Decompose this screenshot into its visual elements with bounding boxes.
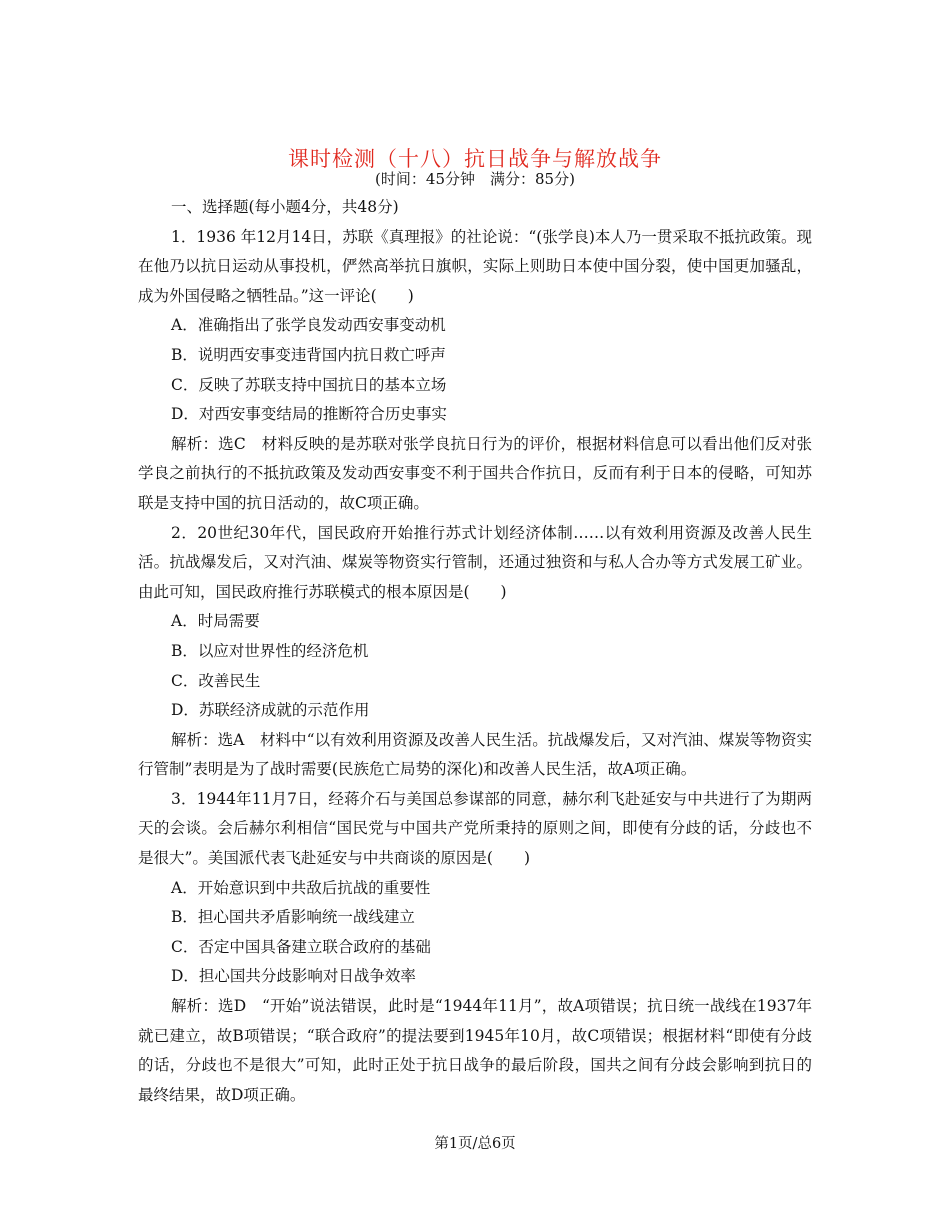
option-d: D．担心国共分歧影响对日战争效率 xyxy=(171,967,416,986)
document-body xyxy=(138,193,812,1110)
option-c: C．改善民生 xyxy=(171,671,261,690)
question-analysis: 解析：选C 材料反映的是苏联对张学良抗日行为的评价，根据材料信息可以看出他们反对张学良之前执行的不抵抗政策及发动西安事变不利于国共合作抗日，反而有利于日本的侵略，可知苏联是支持中国的抗日活动的，故C项正确。 xyxy=(138,434,812,512)
option-b: B．以应对世界性的经济危机 xyxy=(171,641,369,660)
question-stem: 3．1944年11月7日，经蒋介石与美国总参谋部的同意，赫尔利飞赴延安与中共进行了为期两天的会谈。会后赫尔利相信“国民党与中国共产党所秉持的原则之间，即使有分歧的话，分歧也不是很大”。美国派代表飞赴延安与中共商谈的原因是( ) xyxy=(138,789,812,868)
option-d: D．对西安事变结局的推断符合历史事实 xyxy=(171,405,447,424)
option-c: C．否定中国具备建立联合政府的基础 xyxy=(171,937,431,956)
question-2 xyxy=(138,519,812,785)
option-a: A．开始意识到中共敌后抗战的重要性 xyxy=(171,878,431,897)
question-stem: 2．20世纪30年代，国民政府开始推行苏式计划经济体制……以有效利用资源及改善人民生活。抗战爆发后，又对汽油、煤炭等物资实行管制，还通过独资和与私人合办等方式发展工矿业。由此可知，国民政府推行苏联模式的根本原因是( ) xyxy=(138,523,812,601)
option-c: C．反映了苏联支持中国抗日的基本立场 xyxy=(171,375,447,394)
question-3 xyxy=(138,785,812,1111)
page-number: 第1页/总6页 xyxy=(434,1136,516,1152)
question-stem: 1．1936 年12月14日，苏联《真理报》的社论说：“(张学良)本人乃一贯采取不抵抗政策。现在他乃以抗日运动从事投机，俨然高举抗日旗帜，实际上则助日本使中国分裂，使中国更加骚乱，成为外国侵略之牺牲品。”这一评论( ) xyxy=(138,227,812,305)
option-b: B．说明西安事变违背国内抗日救亡呼声 xyxy=(171,345,446,364)
option-b: B．担心国共矛盾影响统一战线建立 xyxy=(171,908,415,927)
question-analysis: 解析：选D “开始”说法错误，此时是“1944年11月”，故A项错误；抗日统一战线在1937年就已建立，故B项错误；“联合政府”的提法要到1945年10月，故C项错误；根据材料“即使有分歧的话，分歧也不是很大”可知，此时正处于抗日战争的最后阶段，国共之间有分歧会影响到抗日的最终结果，故D项正确。 xyxy=(138,997,812,1104)
question-analysis: 解析：选A 材料中“以有效利用资源及改善人民生活。抗战爆发后，又对汽油、煤炭等物资实行管制”表明是为了战时需要(民族危亡局势的深化)和改善人民生活，故A项正确。 xyxy=(138,730,812,779)
section-heading: 一、选择题(每小题4分，共48分) xyxy=(171,198,399,216)
option-d: D．苏联经济成就的示范作用 xyxy=(171,701,370,720)
exam-time-score: (时间：45分钟 满分：85分) xyxy=(375,170,575,188)
option-a: A．准确指出了张学良发动西安事变动机 xyxy=(171,316,446,335)
question-1 xyxy=(138,223,812,519)
option-a: A．时局需要 xyxy=(171,612,260,631)
page-title: 课时检测（十八）抗日战争与解放战争 xyxy=(288,147,662,171)
